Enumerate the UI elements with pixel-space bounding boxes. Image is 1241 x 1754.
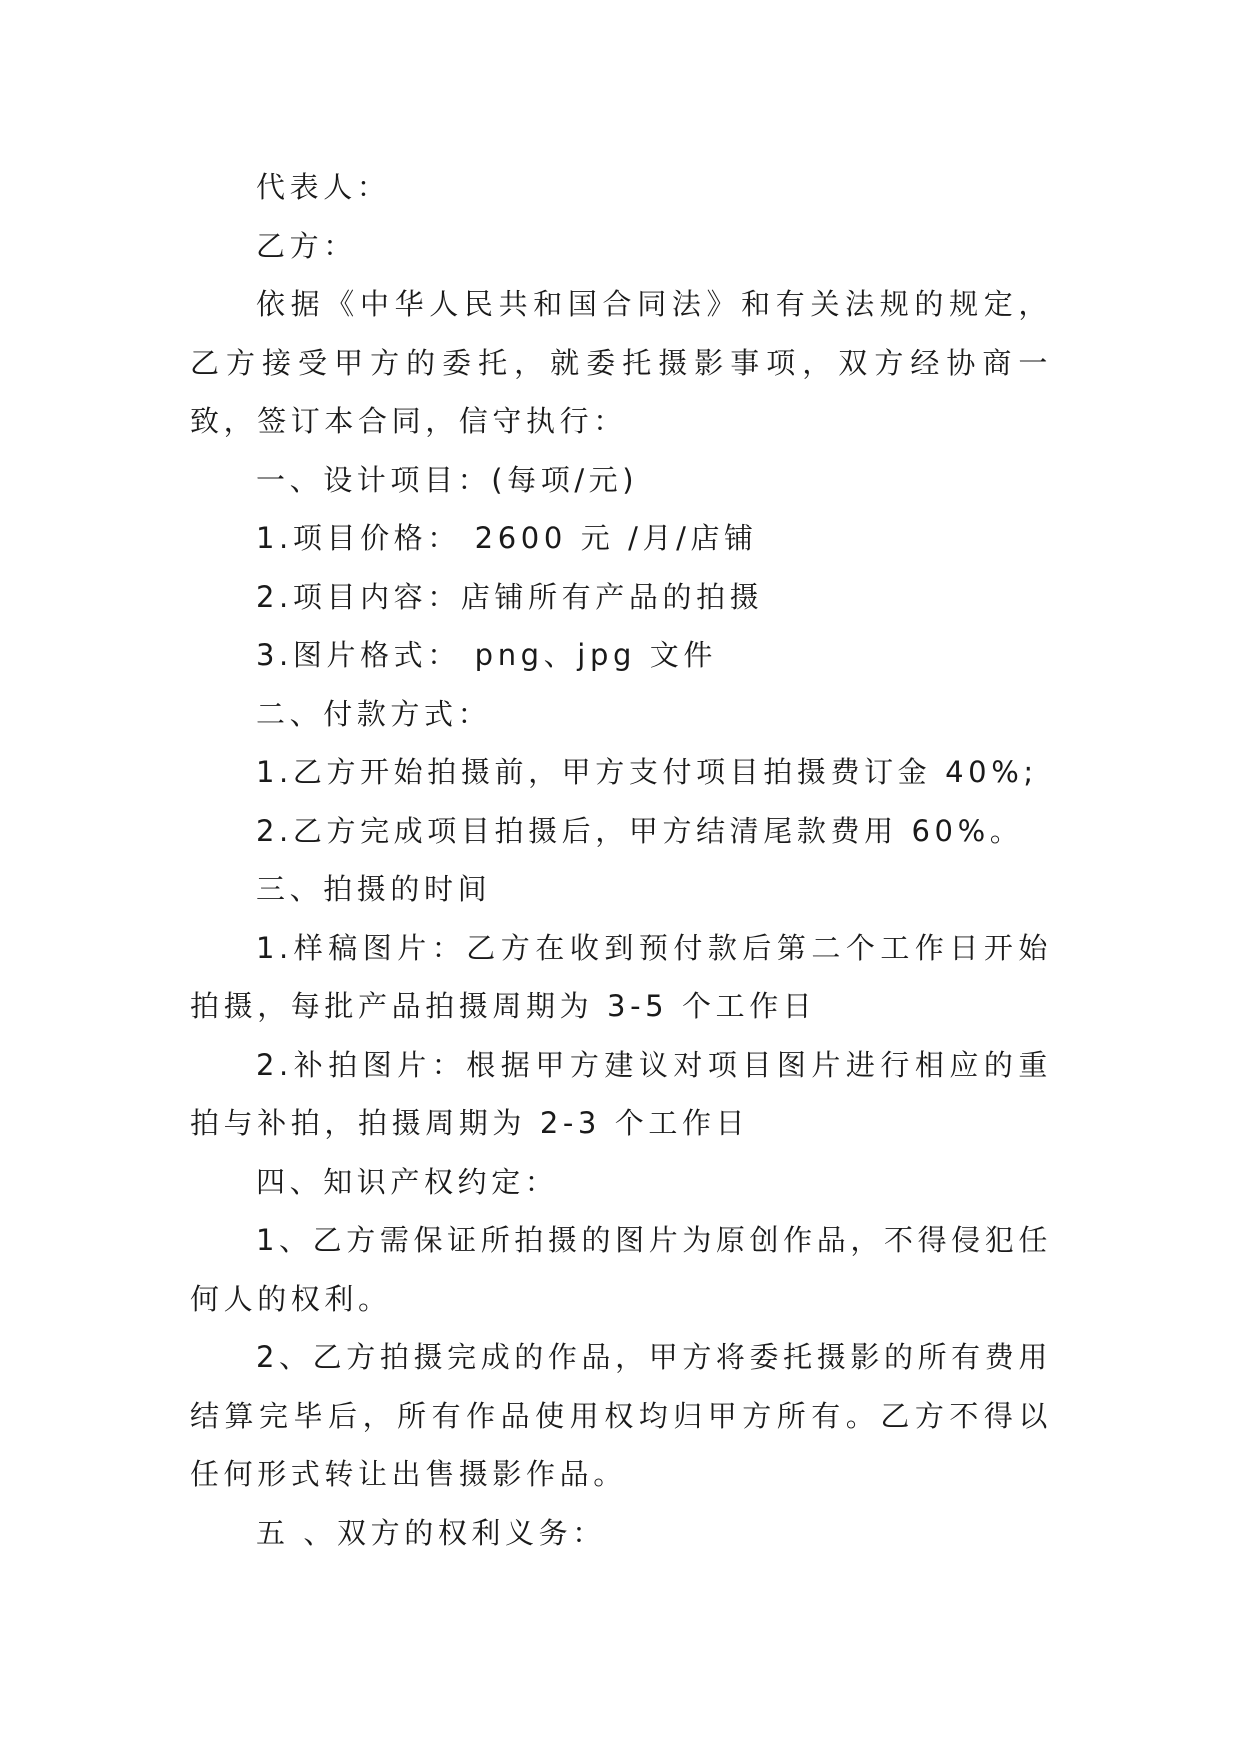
heading-design-items: 一、设计项目：(每项/元) (256, 462, 639, 497)
paragraph-preamble: 依据《中华人民共和国合同法》和有关法规的规定，乙方接受甲方的委托，就委托摄影事项，双方经协商一致，签订本合同，信守执行： (190, 287, 1052, 438)
paragraph-representative: 代表人： (256, 170, 391, 204)
heading-shooting-time: 三、拍摄的时间 (256, 872, 492, 906)
heading-payment-method: 二、付款方式： (256, 696, 492, 731)
document-body (190, 158, 1052, 1562)
paragraph-usage-rights: 2、乙方拍摄完成的作品，甲方将委托摄影的所有费用结算完毕后，所有作品使用权均归甲方所有。乙方不得以任何形式转让出售摄影作品。 (190, 1340, 1052, 1491)
paragraph-item-content: 2.项目内容：店铺所有产品的拍摄 (256, 579, 764, 614)
paragraph-item-price: 1.项目价格： 2600 元 /月/店铺 (256, 521, 758, 555)
paragraph-sample-images: 1.样稿图片：乙方在收到预付款后第二个工作日开始拍摄，每批产品拍摄周期为 3-5 个工作日 (190, 930, 1052, 1023)
paragraph-deposit: 1.乙方开始拍摄前，甲方支付项目拍摄费订金 40%; (256, 755, 1038, 789)
paragraph-originality: 1、乙方需保证所拍摄的图片为原创作品，不得侵犯任何人的权利。 (190, 1223, 1052, 1316)
paragraph-final-payment: 2.乙方完成项目拍摄后，甲方结清尾款费用 60%。 (256, 813, 1024, 848)
heading-rights-obligations: 五 、双方的权利义务： (256, 1515, 606, 1550)
heading-intellectual-property: 四、知识产权约定： (256, 1164, 559, 1199)
paragraph-image-format: 3.图片格式： png、jpg 文件 (256, 638, 717, 672)
paragraph-party-b: 乙方： (256, 228, 357, 263)
paragraph-reshoot-images: 2.补拍图片：根据甲方建议对项目图片进行相应的重拍与补拍，拍摄周期为 2-3 个工作日 (190, 1047, 1052, 1140)
